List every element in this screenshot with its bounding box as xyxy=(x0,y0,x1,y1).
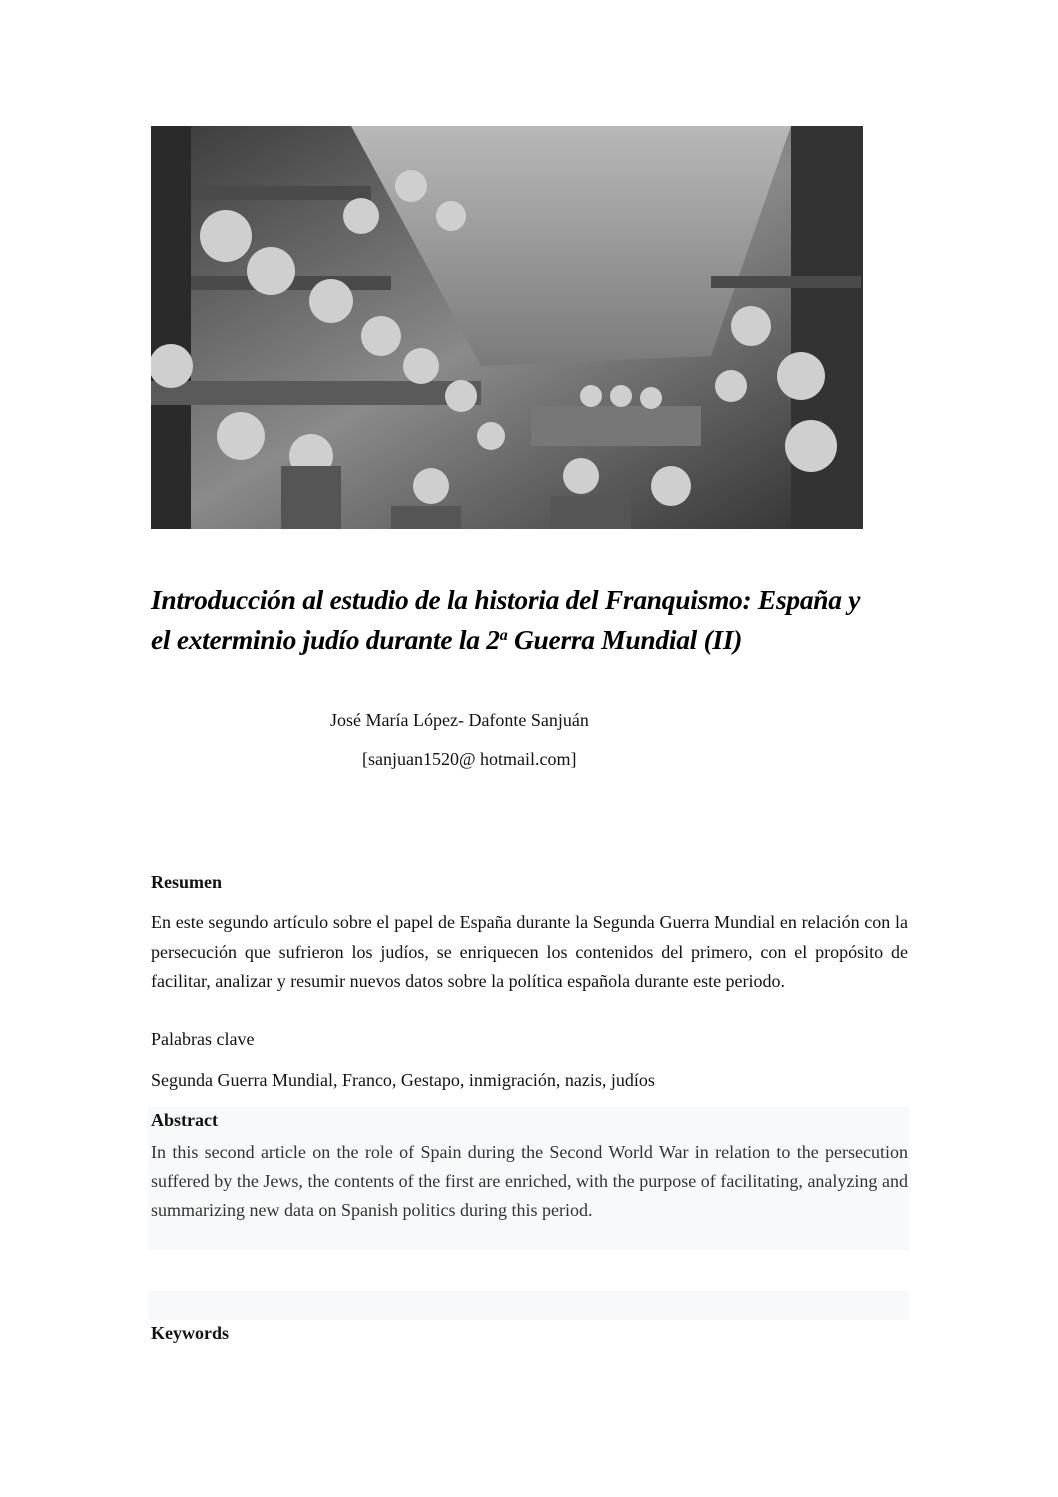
title-line-1: Introducción al estudio de la historia del Franquismo: España y xyxy=(151,584,861,615)
title-superscript: a xyxy=(499,627,508,644)
abstract-heading: Abstract xyxy=(151,1110,218,1130)
resumen-heading: Resumen xyxy=(151,872,222,892)
cover-photo xyxy=(151,126,863,529)
title-line-2-post: Guerra Mundial (II) xyxy=(507,624,743,655)
abstract-text: In this second article on the role of Spain during the Second World War in relation to the persecution suffered by the Jews, the contents of the first are enriched, with the purpose of facilitating, analyzing and summarizing new data on Spanish politics during this period. xyxy=(151,1142,908,1220)
author-email[interactable]: [sanjuan1520@ hotmail.com] xyxy=(362,749,577,769)
keywords-heading: Keywords xyxy=(151,1323,229,1343)
resumen-text: En este segundo artículo sobre el papel de España durante la Segunda Guerra Mundial en relación con la persecución que sufrieron los judíos, se enriquecen los contenidos del primero, con el propósito de facilitar, analizar y resumir nuevos datos sobre la política española durante este periodo. xyxy=(151,912,908,991)
keywords-background-band xyxy=(148,1291,910,1320)
palabras-clave-value: Segunda Guerra Mundial, Franco, Gestapo, inmigración, nazis, judíos xyxy=(151,1070,655,1090)
article-title xyxy=(151,582,931,658)
title-line-2-pre: el exterminio judío durante la 2 xyxy=(151,624,500,655)
palabras-clave-label: Palabras clave xyxy=(151,1029,255,1049)
author-name: José María López- Dafonte Sanjuán xyxy=(330,710,589,730)
